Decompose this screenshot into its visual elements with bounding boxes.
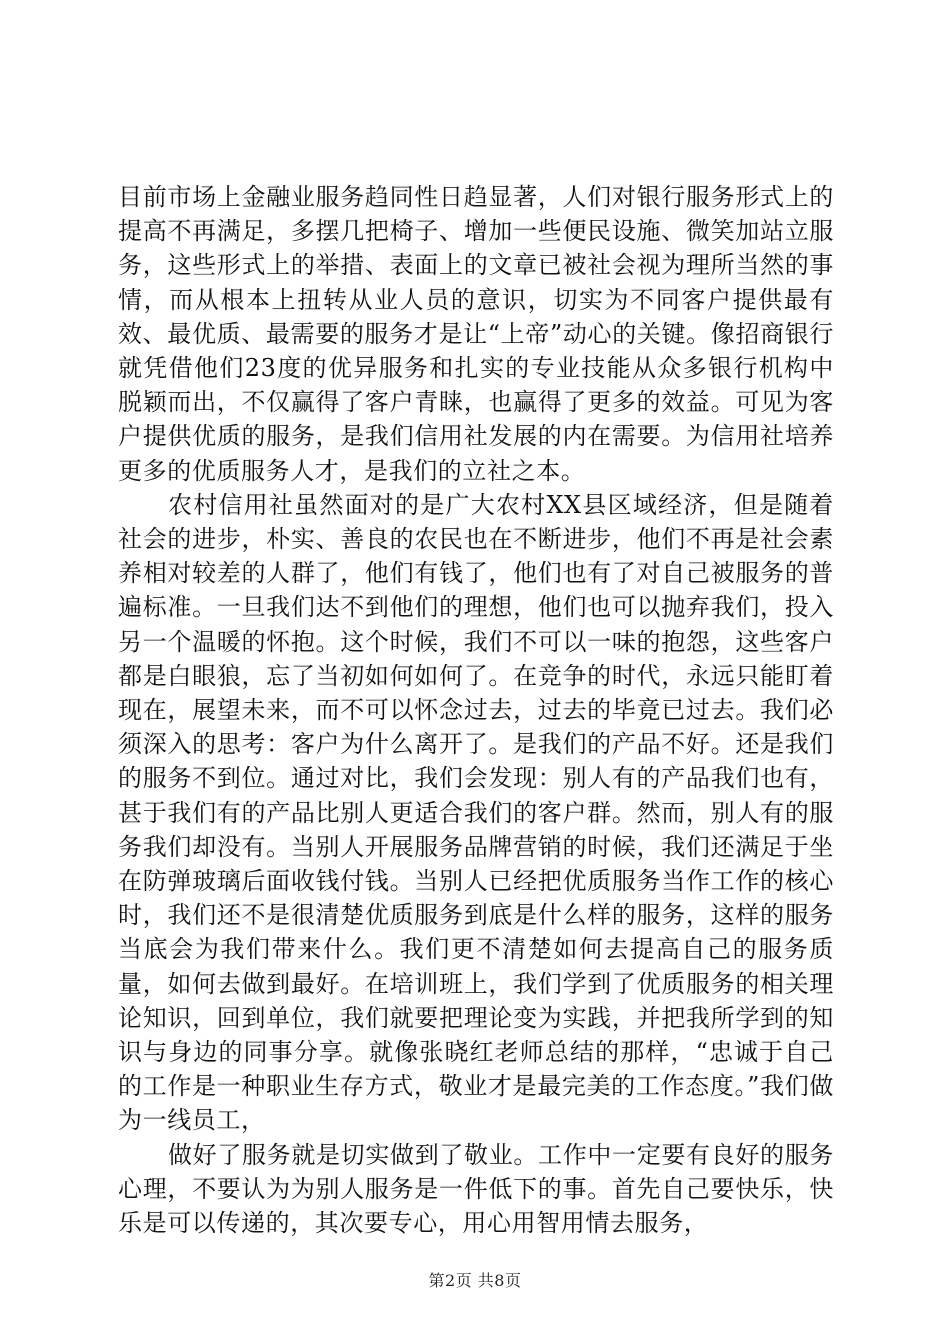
page-number-footer: 第2页 共8页 <box>428 1271 522 1290</box>
paragraph-2: 农村信用社虽然面对的是广大农村XX县区域经济，但是随着社会的进步，朴实、善良的农民也在不断进步，他们不再是社会素养相对较差的人群了，他们有钱了，他们也有了对自己被服务的普遍标准。一旦我们达不到他们的理想，他们也可以抛弃我们，投入另一个温暖的怀抱。这个时候，我们不可以一味的抱怨，这些客户都是白眼狼，忘了当初如何如何了。在竞争的时代，永远只能盯着现在，展望未来，而不可以怀念过去，过去的毕竟已过去。我们必须深入的思考：客户为什么离开了。是我们的产品不好。还是我们的服务不到位。通过对比，我们会发现：别人有的产品我们也有，甚于我们有的产品比别人更适合我们的客户群。然而，别人有的服务我们却没有。当别人开展服务品牌营销的时候，我们还满足于坐在防弹玻璃后面收钱付钱。当别人已经把优质服务当作工作的核心时，我们还不是很清楚优质服务到底是什么样的服务，这样的服务当底会为我们带来什么。我们更不清楚如何去提高自己的服务质量，如何去做到最好。在培训班上，我们学到了优质服务的相关理论知识，回到单位，我们就要把理论变为实践，并把我所学到的知识与身边的同事分享。就像张晓红老师总结的那样，“忠诚于自己的工作是一种职业生存方式，敬业才是最完美的工作态度。”我们做为一线员工， <box>118 490 834 1135</box>
paragraph-1: 目前市场上金融业服务趋同性日趋显著，人们对银行服务形式上的提高不再满足，多摆几把椅子、增加一些便民设施、微笑加站立服务，这些形式上的举措、表面上的文章已被社会视为理所当然的事情，而从根本上扭转从业人员的意识，切实为不同客户提供最有效、最优质、最需要的服务才是让“上帝”动心的关键。像招商银行就凭借他们23度的优异服务和扎实的专业技能从众多银行机构中脱颖而出，不仅赢得了客户青睐，也赢得了更多的效益。可见为客户提供优质的服务，是我们信用社发展的内在需要。为信用社培养更多的优质服务人才，是我们的立社之本。 <box>118 183 834 485</box>
paragraph-3: 做好了服务就是切实做到了敬业。工作中一定要有良好的服务心理，不要认为为别人服务是一件低下的事。首先自己要快乐，快乐是可以传递的，其次要专心，用心用智用情去服务， <box>118 1140 834 1238</box>
document-body <box>118 180 834 1240</box>
